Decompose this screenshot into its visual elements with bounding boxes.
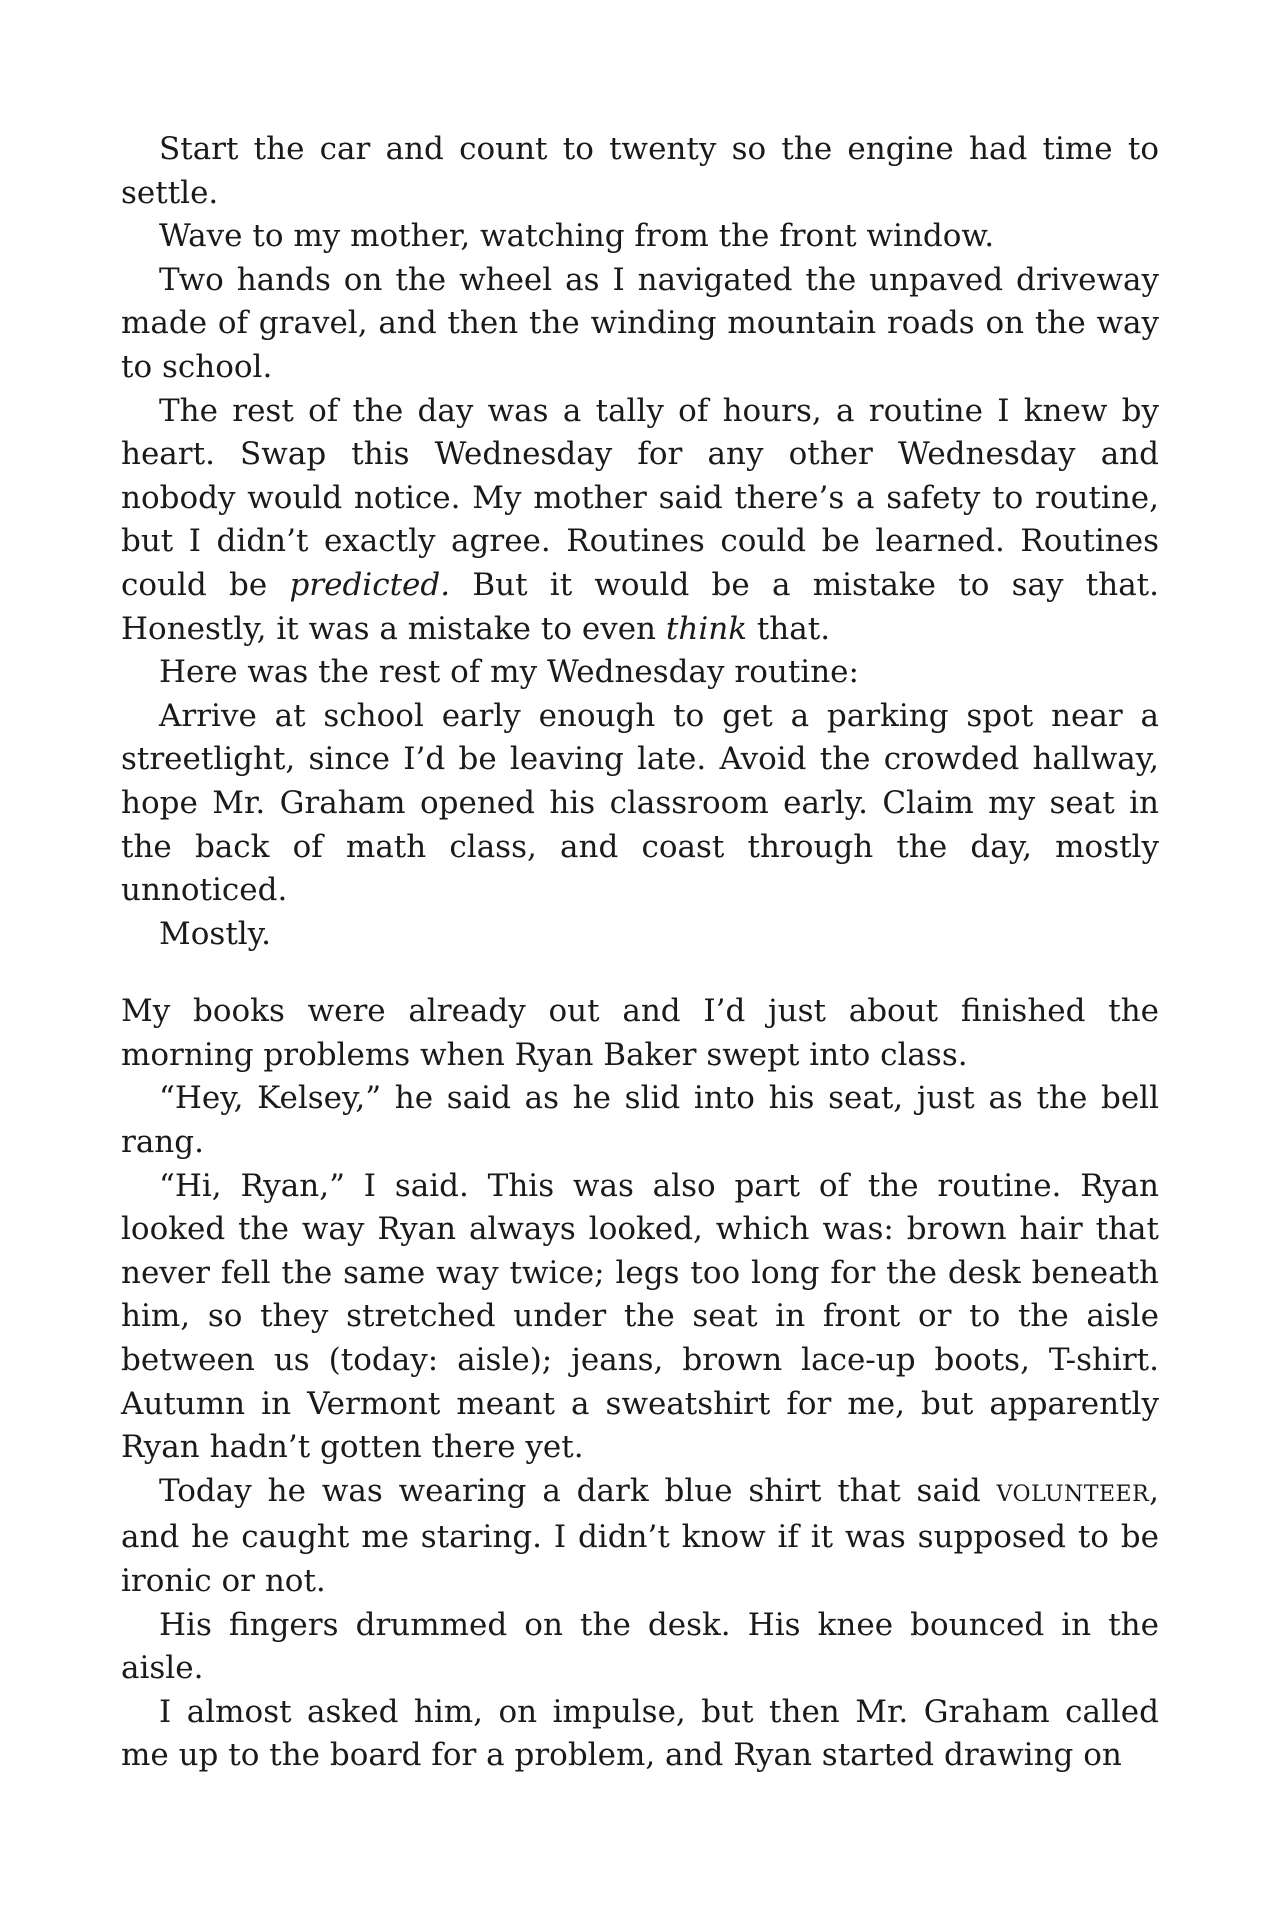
paragraph: “Hi, Ryan,” I said. This was also part of the routine. Ryan looked the way Ryan always looked, which was: brown hair that never fell the same way twice; legs too long for the desk beneath him, so they stretched under the seat in front or to the aisle between us (today: aisle); jeans, brown lace-up boots, T-shirt. Autumn in Vermont meant a sweatshirt for me, but apparently Ryan hadn’t gotten there yet. — [121, 1167, 1159, 1466]
small-caps-text: VOLUNTEER — [996, 1481, 1150, 1507]
paragraph: I almost asked him, on impulse, but then Mr. Graham called me up to the board for a problem, and Ryan started drawing on — [121, 1693, 1159, 1774]
text-run: The rest of the day was a tally of hours, a routine I knew by heart. Swap this Wednesday for any other Wednesday and nobody would notice. My mother said there’s a safety to routine, but I didn’t exactly agree. Routines could be learned. Routines could be — [121, 392, 1159, 603]
paragraph — [121, 390, 1159, 652]
text-run: But it would be a mistake to say that. Honestly, it was a mistake to even — [121, 566, 1159, 647]
paragraph: Here was the rest of my Wednesday routine: — [159, 654, 859, 691]
paragraph: Start the car and count to twenty so the engine had time to settle. — [121, 131, 1159, 211]
paragraph: His fingers drummed on the desk. His knee bounced in the aisle. — [121, 1606, 1159, 1687]
paragraph: Mostly. — [159, 915, 271, 952]
section-opening-paragraph: My books were already out and I’d just about finished the morning problems when Ryan Baker swept into class. — [121, 993, 1159, 1073]
book-page — [121, 128, 1159, 1778]
text-run: Today he was wearing a dark blue shirt that said — [159, 1472, 997, 1509]
paragraph: Arrive at school early enough to get a parking spot near a streetlight, since I’d be leaving late. Avoid the crowded hallway, hope Mr. Graham opened his classroom early. Claim my seat in the back of math class, and coast through the day, mostly unnoticed. — [121, 697, 1159, 909]
paragraph: Two hands on the wheel as I navigated the unpaved driveway made of gravel, and then the winding mountain roads on the way to school. — [121, 261, 1159, 385]
paragraph: “Hey, Kelsey,” he said as he slid into his seat, just as the bell rang. — [121, 1080, 1159, 1161]
text-run: that. — [746, 610, 831, 647]
paragraph: Wave to my mother, watching from the front window. — [159, 218, 995, 255]
italic-text: predicted. — [289, 566, 451, 603]
italic-text: think — [665, 610, 747, 647]
paragraph — [121, 1470, 1159, 1604]
text-run: , and he caught me staring. I didn’t know if it was supposed to be ironic or not. — [121, 1472, 1159, 1599]
